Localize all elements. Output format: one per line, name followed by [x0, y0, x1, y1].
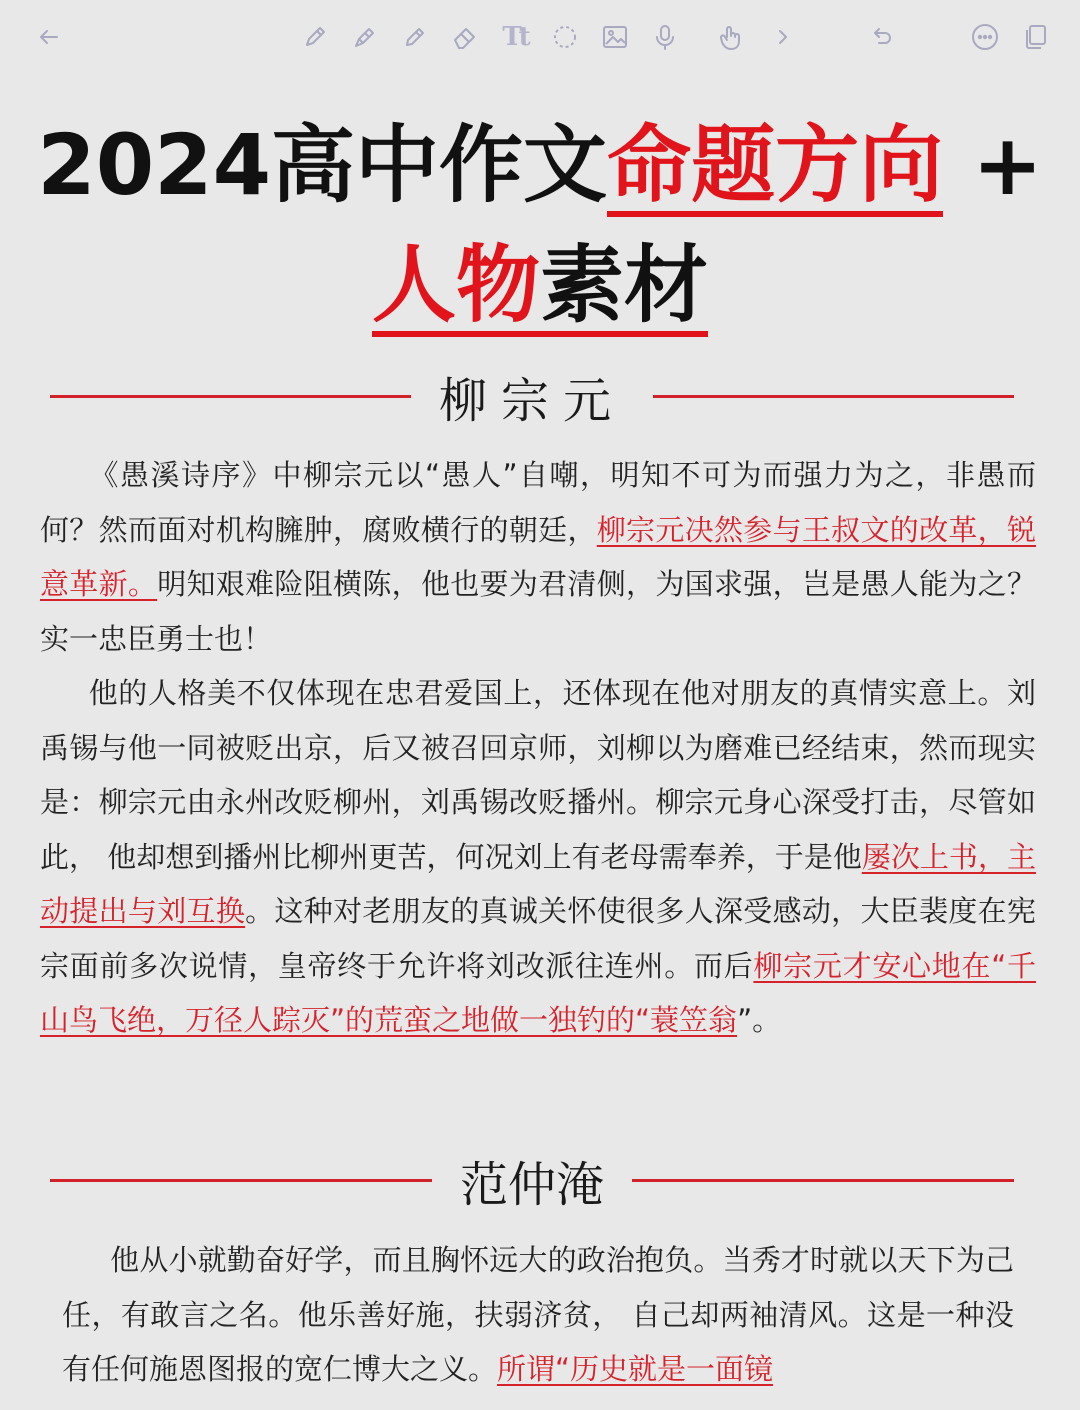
heading-rule-left — [50, 395, 411, 398]
highlighted-text: 所谓“历史就是一面镜 — [497, 1352, 774, 1386]
microphone-icon[interactable] — [648, 20, 682, 54]
text-tool-glyph: Tt — [502, 22, 528, 52]
paragraph-text: ”。 — [737, 1003, 782, 1037]
paragraph-text: 他从小就勤奋好学，而且胸怀远大的政治抱负。当秀才时就以天下为己任，有敢言之名。他乐善好施，扶弱济贫， 自己却两袖清风。这是一种没有任何施恩图报的宽仁博大之义。 — [62, 1243, 1014, 1386]
section-heading-liu-zongyuan — [50, 366, 1014, 429]
chevron-right-icon[interactable] — [766, 20, 800, 54]
undo-icon[interactable] — [864, 20, 898, 54]
highlighted-text: 柳宗元决然参与王叔文的改革，锐意革新。 — [40, 512, 1036, 601]
heading-rule-left — [50, 1179, 432, 1182]
paragraph-text: 明知艰难险阻横陈，他也要为君清侧，为国求强，岂是愚人能为之？实一忠臣勇士也！ — [40, 567, 1036, 656]
touch-icon[interactable] — [714, 20, 748, 54]
paragraph-liu-1 — [40, 448, 1036, 666]
back-arrow-icon[interactable] — [32, 20, 66, 54]
paragraph-text: 《愚溪诗序》中柳宗元以“愚人”自嘲，明知不可为而强力为之，非愚而何？然而面对机构臃肿，腐败横行的朝廷， — [40, 458, 1036, 547]
section-heading-label: 柳宗元 — [439, 372, 626, 429]
marker-icon[interactable] — [348, 20, 382, 54]
paragraph-fan-1 — [62, 1233, 1014, 1397]
eraser-icon[interactable] — [448, 20, 482, 54]
text-tool-icon[interactable] — [498, 20, 532, 54]
title-part-2-red: 命题方向 — [607, 119, 943, 217]
page-title-line-1 — [0, 110, 1080, 220]
highlighted-text: 屡次上书，主动提出与刘互换 — [40, 839, 1036, 928]
title-line-2-black: 素材 — [540, 239, 708, 337]
lasso-icon[interactable] — [548, 20, 582, 54]
title-part-1: 2024高中作文 — [37, 116, 608, 214]
page-title-line-2 — [0, 230, 1080, 340]
pen-icon[interactable] — [298, 20, 332, 54]
paragraph-text: 他的人格美不仅体现在忠君爱国上，还体现在他对朋友的真情实意上。刘禹锡与他一同被贬出京，后又被召回京师，刘柳以为磨难已经结束，然而现实是：柳宗元由永州改贬柳州，刘禹锡改贬播州。柳宗元身心深受打击，尽管如此， 他却想到播州比柳州更苦，何况刘上有老母需奉养，于是他 — [40, 676, 1036, 874]
title-line-2-red: 人物 — [372, 239, 540, 337]
section-heading-fan-zhongyan — [50, 1150, 1014, 1213]
image-icon[interactable] — [598, 20, 632, 54]
heading-rule-right — [632, 1179, 1014, 1182]
toolbar — [0, 0, 1080, 76]
heading-rule-right — [653, 395, 1014, 398]
highlighted-text: 柳宗元才安心地在“千山鸟飞绝，万径人踪灭”的荒蛮之地做一独钓的“蓑笠翁 — [40, 948, 1036, 1037]
highlighter-icon[interactable] — [398, 20, 432, 54]
paragraph-text: 。这种对老朋友的真诚关怀使很多人深受感动，大臣裴度在宪宗面前多次说情，皇帝终于允许将刘改派往连州。而后 — [40, 894, 1036, 983]
section-heading-label: 范仲淹 — [460, 1156, 605, 1213]
pages-icon[interactable] — [1018, 20, 1052, 54]
paragraph-liu-2 — [40, 666, 1036, 1048]
title-part-3: + — [943, 116, 1043, 214]
more-icon[interactable] — [968, 20, 1002, 54]
